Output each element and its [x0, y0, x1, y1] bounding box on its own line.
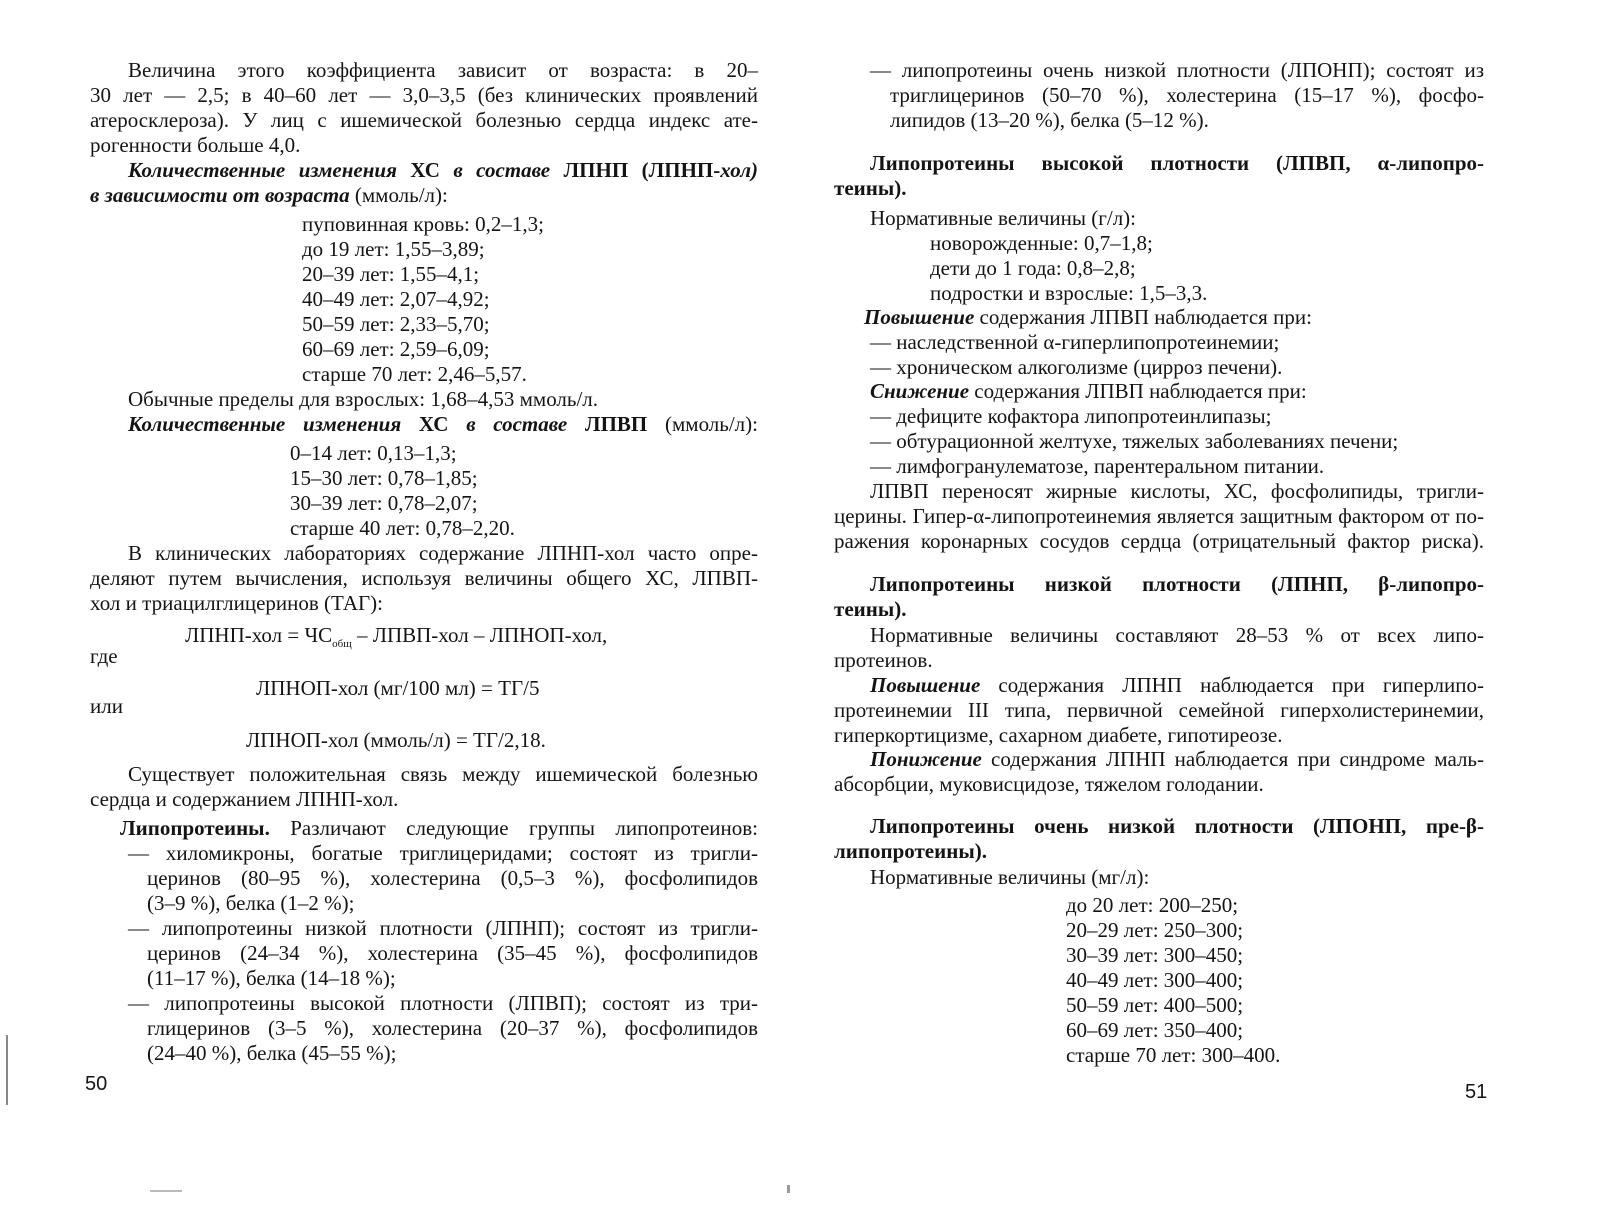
lp-item-line: (24–40 %), белка (45–55 %); [147, 1041, 397, 1065]
hdl-age-item: 30–39 лет: 0,78–2,07; [290, 491, 478, 515]
ldl-increase-line: гиперкортицизме, сахарном диабете, гипотиреозе. [834, 723, 1283, 747]
ldl-decrease-line: Понижение содержания ЛПНП наблюдается при синдроме маль- [870, 747, 1484, 771]
ldl-heading-cont: в зависимости от возраста (ммоль/л): [90, 183, 448, 207]
ldl-increase-line: протеинемии III типа, первичной семейной гиперхолистеринемии, [834, 698, 1484, 722]
vldl-age-item: 20–29 лет: 250–300; [1066, 918, 1244, 942]
paragraph-line: рогенности больше 4,0. [90, 133, 301, 157]
hdl-increase-item: — наследственной α-гиперлипопротеинемии; [870, 330, 1280, 354]
paragraph-line: деляют путем вычисления, используя величины общего ХС, ЛПВП- [90, 566, 758, 590]
hdl-norm-item: подростки и взрослые: 1,5–3,3. [930, 281, 1208, 305]
paragraph-line: атеросклероза). У лиц с ишемической болезнью сердца индекс ате- [90, 108, 758, 132]
hdl-paragraph-line: церины. Гипер-α-липопротеинемия является защитным фактором от по- [834, 504, 1484, 528]
vldl-item-line: липидов (13–20 %), белка (5–12 %). [890, 108, 1209, 132]
page-number: 51 [1465, 1081, 1488, 1103]
lp-item-line: — хиломикроны, богатые триглицеридами; состоят из тригли- [128, 841, 758, 865]
lp-item-line: — липопротеины высокой плотности (ЛПВП); состоят из три- [128, 991, 758, 1015]
hdl-age-item: 0–14 лет: 0,13–1,3; [290, 441, 457, 465]
vldl-item-line: триглицеринов (50–70 %), холестерина (15–17 %), фосфо- [890, 83, 1484, 107]
paragraph-line: Величина этого коэффициента зависит от возраста: в 20– [128, 58, 758, 82]
ldl-age-item: старше 70 лет: 2,46–5,57. [302, 362, 527, 386]
vldl-age-item: 30–39 лет: 300–450; [1066, 943, 1244, 967]
lp-item-line: церинов (80–95 %), холестерина (0,5–3 %), фосфолипидов [147, 866, 758, 890]
formula-vldl-mg: ЛПНОП-хол (мг/100 мл) = ТГ/5 [256, 676, 540, 700]
hdl-age-item: старше 40 лет: 0,78–2,20. [290, 516, 515, 540]
hdl-norm-item: дети до 1 года: 0,8–2,8; [930, 256, 1136, 280]
hdl-decrease: Снижение содержания ЛПВП наблюдается при: [870, 379, 1307, 403]
or-label: или [90, 694, 123, 718]
hdl-section-heading: теины). [834, 176, 907, 200]
hdl-decrease-item: — лимфогранулематозе, парентеральном питании. [870, 454, 1325, 478]
paragraph-line: хол и триацилглицеринов (ТАГ): [90, 591, 383, 615]
formula-vldl-mmol: ЛПНОП-хол (ммоль/л) = ТГ/2,18. [246, 728, 546, 752]
ldl-age-item: 40–49 лет: 2,07–4,92; [302, 287, 490, 311]
formula-ldl: ЛПНП-хол = $ЧС_{общ}$ – ЛПВП-хол – ЛПНОП-хол, [185, 623, 608, 651]
ldl-norm-line: Нормативные величины составляют 28–53 % от всех липо- [870, 623, 1484, 647]
hdl-heading: Количественные изменения ХС в составе ЛПВП (ммоль/л): [128, 412, 758, 436]
ldl-age-item: 20–39 лет: 1,55–4,1; [302, 262, 480, 286]
hdl-paragraph-line: ражения коронарных сосудов сердца (отрицательный фактор риска). [834, 529, 1484, 553]
scan-edge-mark [6, 1035, 8, 1105]
where-label: где [90, 644, 118, 668]
lp-item-line: глицеринов (3–5 %), холестерина (20–37 %), фосфолипидов [147, 1016, 758, 1040]
ldl-section-heading: Липопротеины низкой плотности (ЛПНП, β-липопро- [870, 572, 1484, 596]
scan-edge-mark [787, 1185, 790, 1193]
right-page [800, 0, 1600, 1217]
ldl-age-item: 50–59 лет: 2,33–5,70; [302, 312, 490, 336]
scan-edge-mark [150, 1190, 182, 1192]
lp-item-line: — липопротеины низкой плотности (ЛПНП); состоят из тригли- [128, 916, 758, 940]
ldl-age-item: пуповинная кровь: 0,2–1,3; [302, 212, 544, 236]
hdl-increase-item: — хроническом алкоголизме (цирроз печени). [870, 355, 1283, 379]
paragraph-line: 30 лет — 2,5; в 40–60 лет — 3,0–3,5 (без клинических проявлений [90, 83, 758, 107]
vldl-item-line: — липопротеины очень низкой плотности (ЛПОНП); состоят из [870, 58, 1484, 82]
ldl-increase-line: Повышение содержания ЛПНП наблюдается при гиперлипо- [870, 673, 1484, 697]
ldl-norm-line: протеинов. [834, 648, 933, 672]
vldl-age-item: до 20 лет: 200–250; [1066, 893, 1239, 917]
lipoproteins-heading: Липопротеины. Различают следующие группы липопротеинов: [120, 816, 758, 840]
hdl-decrease-item: — обтурационной желтухе, тяжелых заболеваниях печени; [870, 429, 1399, 453]
ldl-heading: Количественные изменения ХС в составе ЛПНП (ЛПНП-хол) [128, 158, 758, 182]
hdl-norm-item: новорожденные: 0,7–1,8; [930, 231, 1153, 255]
vldl-section-heading: Липопротеины очень низкой плотности (ЛПОНП, пре-β- [870, 814, 1484, 838]
ldl-decrease-line: абсорбции, муковисцидозе, тяжелом голодании. [834, 772, 1264, 796]
ldl-age-item: 60–69 лет: 2,59–6,09; [302, 337, 490, 361]
paragraph-line: Существует положительная связь между ишемической болезнью [128, 762, 758, 786]
lp-item-line: (3–9 %), белка (1–2 %); [147, 891, 355, 915]
hdl-norm-title: Нормативные величины (г/л): [870, 206, 1136, 230]
vldl-age-item: 50–59 лет: 400–500; [1066, 993, 1244, 1017]
vldl-section-heading: липопротеины). [834, 839, 987, 863]
hdl-increase: Повышение содержания ЛПВП наблюдается при: [864, 305, 1312, 329]
page-number: 50 [85, 1073, 108, 1095]
vldl-age-item: 40–49 лет: 300–400; [1066, 968, 1244, 992]
ldl-age-item: до 19 лет: 1,55–3,89; [302, 237, 485, 261]
lp-item-line: (11–17 %), белка (14–18 %); [147, 966, 396, 990]
hdl-section-heading: Липопротеины высокой плотности (ЛПВП, α-липопро- [870, 151, 1484, 175]
vldl-age-item: 60–69 лет: 350–400; [1066, 1018, 1244, 1042]
ldl-section-heading: теины). [834, 597, 907, 621]
vldl-norm-title: Нормативные величины (мг/л): [870, 865, 1150, 889]
hdl-decrease-item: — дефиците кофактора липопротеинлипазы; [870, 404, 1272, 428]
hdl-age-item: 15–30 лет: 0,78–1,85; [290, 466, 478, 490]
lp-item-line: церинов (24–34 %), холестерина (35–45 %), фосфолипидов [147, 941, 758, 965]
adult-range: Обычные пределы для взрослых: 1,68–4,53 ммоль/л. [128, 387, 599, 411]
vldl-age-item: старше 70 лет: 300–400. [1066, 1043, 1281, 1067]
paragraph-line: В клинических лабораториях содержание ЛПНП-хол часто опре- [128, 541, 758, 565]
paragraph-line: сердца и содержанием ЛПНП-хол. [90, 787, 399, 811]
hdl-paragraph-line: ЛПВП переносят жирные кислоты, ХС, фосфолипиды, тригли- [870, 479, 1484, 503]
